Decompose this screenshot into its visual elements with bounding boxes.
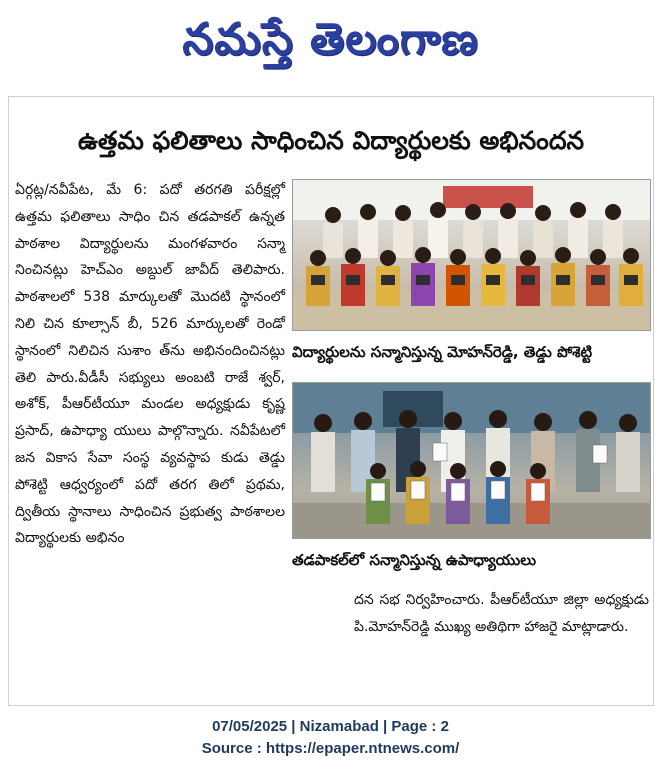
photo2-caption: తడపాకల్‌లో సన్మానిస్తున్న ఉపాధ్యాయులు [292, 551, 537, 569]
article-body-left: ఏర్గట్ల/నవీపేట, మే 6: పదో తరగతి పరీక్షల్లో ఉత్తమ ఫలితాలు సాధిం చిన తడపాకల్ ఉన్నత పాఠశాల విద్యార్థులను మంగళవారం సన్మా నించినట్లు హెచ్‌ఎం అబ్దుల్ జావీద్ తెలిపారు. పాఠశాలలో 538 మార్కులతో మొదటి స్థానంలో నిలి చిన కూల్సాన్ బీ, 526 మార్కులతో రెండో స్థానంలో నిలిచిన సుశాం త్‌ను అభినందించినట్లు తెలి పారు.వీడీసీ సభ్యులు అంబటి రాజే శ్వర్, అశోక్, పీఆర్‌టీయూ మండల అధ్యక్షుడు కృష్ణ ప్రసాద్, ఉపాధ్యా యులు పాల్గొన్నారు. నవీపేటలో జన వికాస సేవా సంస్థ వ్యవస్థాప కుడు తెడ్డు పోశెట్టి ఆధ్వర్యంలో పదో తరగ తిలో ప్రథమ, ద్వితీయ స్థానాలు సాధించిన ప్రభుత్వ పాఠశాలల విద్యార్థులకు అభినం [15, 182, 285, 547]
article-headline: ఉత్తమ ఫలితాలు సాధించిన విద్యార్థులకు అభినందన [77, 126, 585, 155]
photo1-caption: విద్యార్థులను సన్మానిస్తున్న మోహన్‌రెడ్డి, తెడ్డు పోశెట్టి [292, 343, 593, 361]
article-body-right: దన సభ నిర్వహించారు. పీఆర్‌టీయూ జిల్లా అధ్యక్షుడు పి.మోహన్‌రెడ్డి ముఖ్య అతిథిగా హాజరై మాట్లాడారు. [354, 592, 649, 635]
photo-students-felicitation [292, 179, 651, 331]
news-clipping [8, 96, 654, 706]
photo-image-2 [293, 383, 650, 538]
photo-image-1 [293, 180, 650, 330]
masthead [0, 0, 661, 90]
page-footer [0, 716, 661, 760]
article-left-column [15, 177, 285, 552]
article-right-column [354, 587, 649, 641]
footer-source: Source : https://epaper.ntnews.com/ [201, 740, 460, 757]
footer-date-edition: 07/05/2025 | Nizamabad | Page : 2 [212, 718, 449, 735]
photo-teachers-felicitation [292, 382, 651, 539]
newspaper-title: నమస్తే తెలంగాణ [182, 14, 479, 65]
